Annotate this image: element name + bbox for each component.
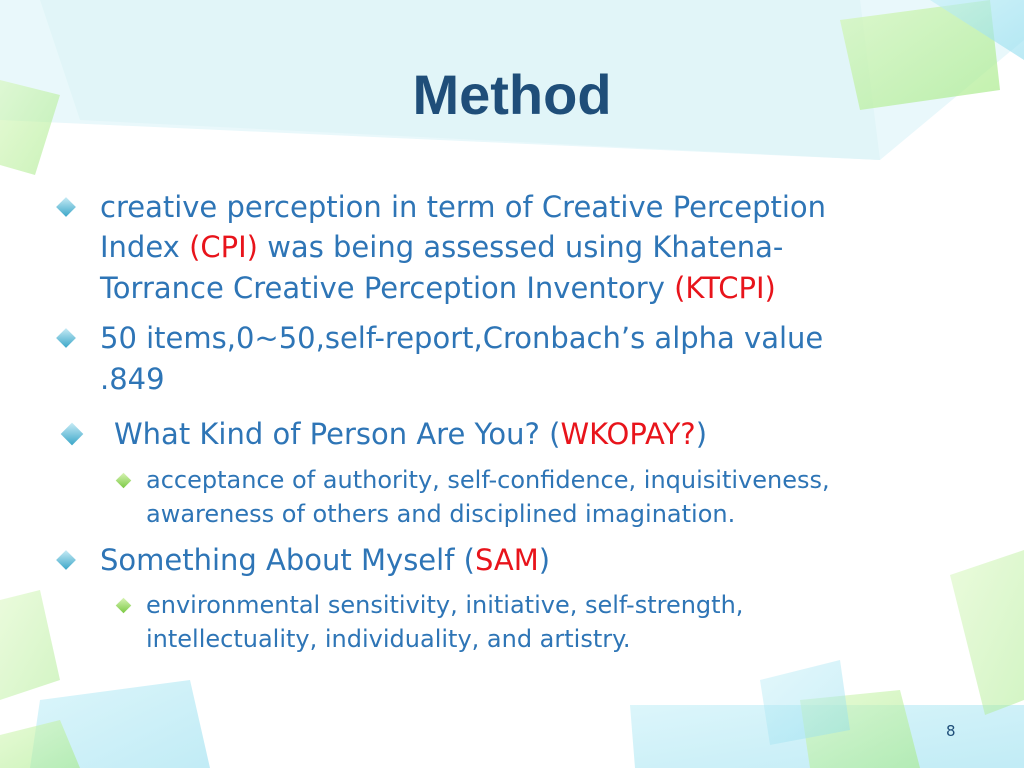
bullet-1-line-1: creative perception in term of Creative Perception bbox=[100, 190, 827, 224]
bullet-1-line-3: Torrance Creative Perception Inventory (KTCPI) bbox=[100, 271, 776, 305]
bullet-2-line-2: .849 bbox=[100, 362, 165, 396]
cpi-abbrev: (CPI) bbox=[189, 230, 258, 264]
bullet-3-sub-line-1: acceptance of authority, self-confidence, inquisitiveness, bbox=[146, 466, 830, 494]
slide-title: Method bbox=[412, 63, 612, 126]
bullet-4-sub-line-2: intellectuality, individuality, and artistry. bbox=[146, 625, 631, 653]
bullet-2-line-1: 50 items,0~50,self-report,Cronbach’s alpha value bbox=[100, 321, 824, 355]
page-number: 8 bbox=[946, 722, 956, 740]
wkopay-abbrev: WKOPAY? bbox=[560, 417, 696, 451]
bullet-3-sub-line-2: awareness of others and disciplined imagination. bbox=[146, 500, 736, 528]
bullet-3-text: What Kind of Person Are You? (WKOPAY?) bbox=[114, 417, 708, 451]
bullet-1-line-2: Index (CPI) was being assessed using Khatena- bbox=[100, 230, 784, 264]
ktcpi-abbrev: (KTCPI) bbox=[674, 271, 776, 305]
bullet-4-text: Something About Myself (SAM) bbox=[100, 543, 551, 577]
bullet-4-sub-line-1: environmental sensitivity, initiative, self-strength, bbox=[146, 591, 744, 619]
sam-abbrev: SAM bbox=[474, 543, 539, 577]
